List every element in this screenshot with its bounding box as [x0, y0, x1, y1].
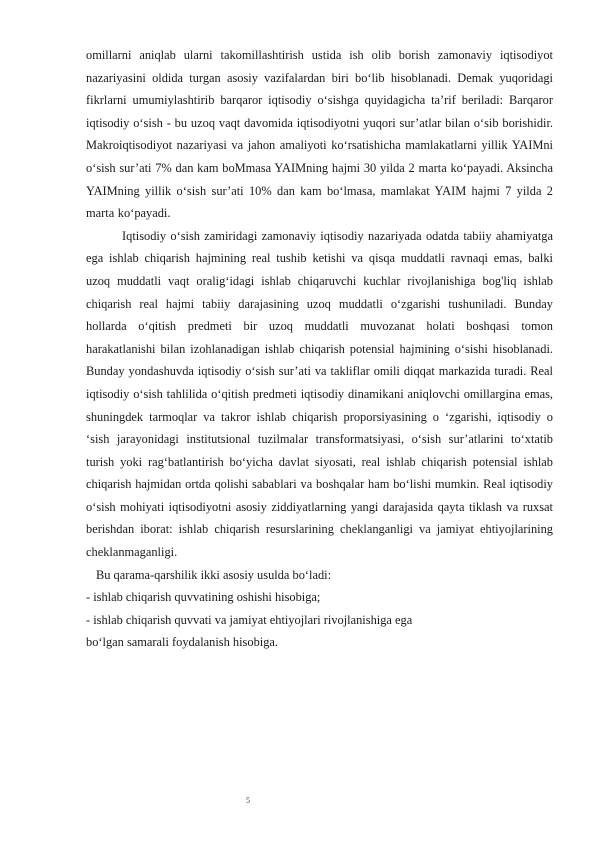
paragraph-1: omillarni aniqlab ularni takomillashtirish ustida ish olib borish zamonaviy iqtisodiyot nazariyasini oldida turgan asosiy vazifalardan biri bo‘lib hisoblanadi. Demak yuqoridagi fikrlarni umumiylashtirib barqaror iqtisodiy o‘sishga quyidagicha ta’rif beriladi: Barqaror iqtisodiy o‘sish - bu uzoq vaqt davomida iqtisodiyotni yuqori sur’atlar bilan o‘sib borishidir. Makroiqtisodiyot nazariyasi va jahon amaliyoti ko‘rsatishicha mamlakatlarni yillik YAIMni o‘sish sur’ati 7% dan kam boMmasa YAIMning hajmi 30 yilda 2 marta ko‘payadi. Aksincha YAIMning yillik o‘sish sur’ati 10% dan kam bo‘lmasa, mamlakat YAIM hajmi 7 yilda 2 marta ko‘payadi.: [86, 48, 553, 221]
intro-line: Bu qarama-qarshilik ikki asosiy usulda bo‘ladi:: [96, 567, 332, 582]
list-item-3: bo‘lgan samarali foydalanish hisobiga.: [86, 635, 279, 650]
list-item-1: - ishlab chiqarish quvvatining oshishi hisobiga;: [86, 590, 321, 605]
page-number: 5: [246, 796, 250, 805]
watermark: ​: [19, 128, 61, 179]
list-item-2: - ishlab chiqarish quvvati va jamiyat ehtiyojlari rivojlanishiga ega: [86, 612, 413, 627]
document-page: [86, 44, 553, 654]
paragraph-2: Iqtisodiy o‘sish zamiridagi zamonaviy iqtisodiy nazariyada odatda tabiiy ahamiyatga ega ishlab chiqarish hajmining real tushib ketishi va qisqa muddatli ravnaqi emas, balki uzoq muddatli vaqt oralig‘idagi ishlab chiqaruvchi kuchlar rivojlanishiga bog'liq ishlab chiqarish real hajmi tabiiy darajasining uzoq muddatli o‘zgarishi tushuniladi. Bunday hollarda o‘qitish predmeti bir uzoq muddatli muvozanat holati boshqasi tomon harakatlanishi bilan izohlanadigan ishlab chiqarish potensial hajmining o‘sishi hisoblanadi. Bunday yondashuvda iqtisodiy o‘sish sur’ati va takliflar omili diqqat markazida turadi. Real iqtisodiy o‘sish tahlilida o‘qitish predmeti iqtisodiy dinamikani aniqlovchi omillargina emas, shuningdek tarmoqlar va takror ishlab chiqarish proporsiyasining o ‘zgarishi, iqtisodiy o ‘sish jarayonidagi institutsional tuzilmalar transformatsiyasi, o‘sish sur’atlarini to‘xtatib turish yoki rag‘batlantirish bo‘yicha davlat siyosati, real ishlab chiqarish potensial ishlab chiqarish hajmidan ortda qolishi sabablari va boshqalar ham bo‘lishi mumkin. Real iqtisodiy o‘sish mohiyati iqtisodiyotni asosiy ziddiyatlarning yangi darajasida qayta tiklash va ruxsat berishdan iborat: ishlab chiqarish resurslarining cheklanganligi va jamiyat ehtiyojlarining cheklanmaganligi.: [86, 228, 553, 560]
